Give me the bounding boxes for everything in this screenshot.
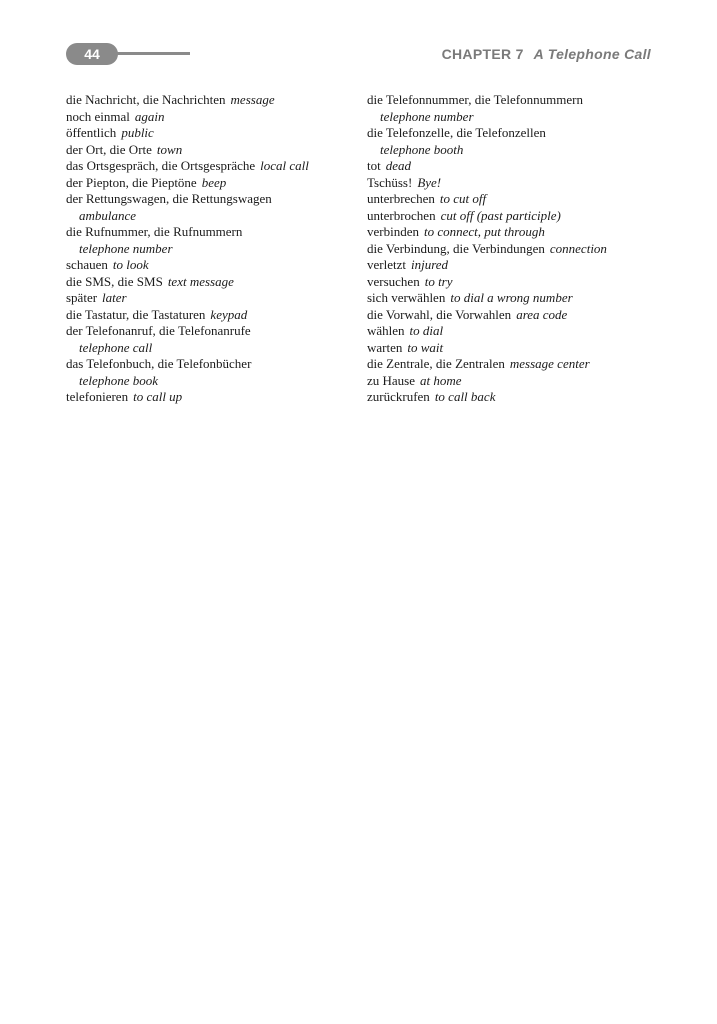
german-term: verbinden bbox=[367, 224, 419, 239]
german-term: die Verbindung, die Verbindungen bbox=[367, 240, 545, 256]
vocab-entry bbox=[367, 92, 667, 125]
english-translation: to look bbox=[112, 257, 149, 272]
vocabulary-column-right bbox=[367, 92, 667, 406]
vocab-entry bbox=[367, 208, 667, 225]
english-translation: to wait bbox=[407, 339, 444, 355]
english-translation: local call bbox=[260, 158, 309, 173]
german-term: noch einmal bbox=[66, 108, 130, 124]
english-translation: area code bbox=[516, 306, 568, 322]
vocab-entry bbox=[367, 323, 667, 340]
german-term: tot bbox=[367, 158, 381, 173]
english-translation: telephone call bbox=[79, 339, 153, 355]
vocab-entry bbox=[367, 340, 667, 357]
vocab-entry bbox=[66, 191, 356, 224]
vocab-entry bbox=[66, 356, 356, 389]
english-translation: to call up bbox=[133, 389, 183, 404]
vocab-entry bbox=[367, 125, 667, 158]
german-term: der Rettungswagen, die Rettungswagen bbox=[66, 191, 272, 206]
german-term: das Ortsgespräch, die Ortsgespräche bbox=[66, 158, 256, 173]
german-term: der Ort, die Orte bbox=[66, 141, 152, 157]
german-term: die SMS, die SMS bbox=[66, 273, 163, 289]
english-translation: at home bbox=[420, 372, 462, 388]
vocab-entry bbox=[367, 191, 667, 208]
english-translation: dead bbox=[385, 158, 412, 173]
german-term: die Nachricht, die Nachrichten bbox=[66, 92, 226, 107]
running-head bbox=[442, 46, 651, 62]
english-translation: ambulance bbox=[79, 207, 137, 223]
chapter-title: A Telephone Call bbox=[533, 46, 651, 62]
english-translation: telephone book bbox=[79, 372, 159, 388]
header-rule bbox=[112, 52, 190, 55]
vocab-entry bbox=[66, 257, 356, 274]
page-number-badge: 44 bbox=[66, 43, 118, 65]
vocab-entry bbox=[367, 290, 667, 307]
german-term: die Vorwahl, die Vorwahlen bbox=[367, 306, 512, 322]
vocab-entry bbox=[66, 274, 356, 291]
german-term: das Telefonbuch, die Telefonbücher bbox=[66, 356, 252, 371]
german-term: der Piepton, die Pieptöne bbox=[66, 174, 197, 190]
vocab-entry bbox=[66, 158, 356, 175]
english-translation: beep bbox=[201, 174, 227, 190]
english-translation: connection bbox=[549, 240, 607, 256]
german-term: die Rufnummer, die Rufnummern bbox=[66, 224, 243, 239]
german-term: versuchen bbox=[367, 273, 420, 289]
english-translation: later bbox=[102, 290, 127, 305]
german-term: unterbrochen bbox=[367, 207, 436, 223]
german-term: verletzt bbox=[367, 257, 406, 272]
german-term: warten bbox=[367, 339, 403, 355]
english-translation: to cut off bbox=[439, 191, 487, 206]
german-term: telefonieren bbox=[66, 389, 129, 404]
vocab-entry bbox=[367, 224, 667, 241]
english-translation: telephone number bbox=[380, 108, 474, 124]
vocab-entry bbox=[367, 257, 667, 274]
english-translation: telephone booth bbox=[380, 141, 464, 157]
english-translation: cut off (past participle) bbox=[440, 207, 561, 223]
vocab-entry bbox=[66, 389, 356, 406]
german-term: zurückrufen bbox=[367, 389, 430, 404]
english-translation: to dial bbox=[409, 323, 444, 338]
vocab-entry bbox=[367, 241, 667, 258]
vocab-entry bbox=[367, 158, 667, 175]
vocab-entry bbox=[66, 323, 356, 356]
vocab-entry bbox=[367, 274, 667, 291]
german-term: unterbrechen bbox=[367, 191, 435, 206]
vocab-entry bbox=[367, 307, 667, 324]
vocab-entry bbox=[367, 175, 667, 192]
german-term: sich verwählen bbox=[367, 290, 446, 305]
english-translation: message bbox=[230, 92, 275, 107]
vocab-entry bbox=[66, 290, 356, 307]
german-term: die Tastatur, die Tastaturen bbox=[66, 306, 206, 322]
german-term: Tschüss! bbox=[367, 174, 413, 190]
english-translation: public bbox=[121, 125, 154, 140]
english-translation: message center bbox=[509, 356, 590, 371]
vocab-entry bbox=[66, 224, 356, 257]
german-term: die Telefonzelle, die Telefonzellen bbox=[367, 125, 546, 140]
english-translation: injured bbox=[410, 257, 449, 272]
vocab-entry bbox=[367, 389, 667, 406]
page-header bbox=[0, 0, 717, 80]
german-term: die Telefonnummer, die Telefonnummern bbox=[367, 92, 583, 107]
german-term: später bbox=[66, 290, 98, 305]
english-translation: Bye! bbox=[417, 174, 442, 190]
vocab-entry bbox=[367, 373, 667, 390]
german-term: zu Hause bbox=[367, 372, 416, 388]
german-term: der Telefonanruf, die Telefonanrufe bbox=[66, 323, 251, 338]
german-term: wählen bbox=[367, 323, 405, 338]
vocab-entry bbox=[66, 175, 356, 192]
english-translation: telephone number bbox=[79, 240, 173, 256]
vocab-entry bbox=[66, 142, 356, 159]
english-translation: town bbox=[156, 141, 183, 157]
english-translation: again bbox=[134, 108, 165, 124]
english-translation: to connect, put through bbox=[423, 224, 545, 239]
german-term: die Zentrale, die Zentralen bbox=[367, 356, 505, 371]
german-term: schauen bbox=[66, 257, 108, 272]
english-translation: keypad bbox=[210, 306, 248, 322]
german-term: öffentlich bbox=[66, 125, 117, 140]
english-translation: text message bbox=[167, 273, 234, 289]
vocabulary-column-left bbox=[66, 92, 356, 406]
vocab-entry bbox=[66, 125, 356, 142]
chapter-label: CHAPTER 7 bbox=[441, 46, 524, 62]
english-translation: to try bbox=[424, 273, 453, 289]
vocab-entry bbox=[66, 92, 356, 109]
vocab-entry bbox=[66, 307, 356, 324]
english-translation: to call back bbox=[434, 389, 496, 404]
vocab-entry bbox=[367, 356, 667, 373]
english-translation: to dial a wrong number bbox=[450, 290, 573, 305]
vocab-entry bbox=[66, 109, 356, 126]
